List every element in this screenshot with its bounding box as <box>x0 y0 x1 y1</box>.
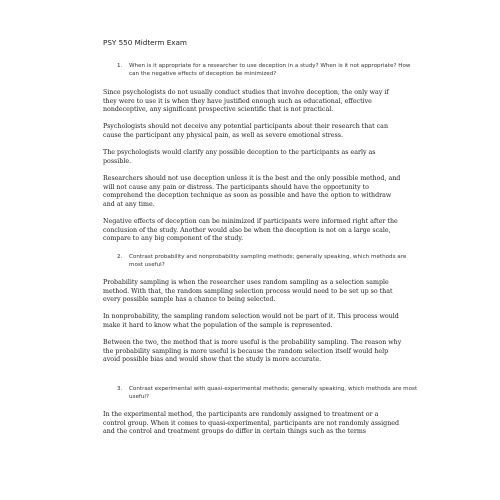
answer-paragraph: Psychologists should not deceive any potential participants about their research that can cause the participant any physical pain, as well as severe emotional stress. <box>103 123 388 139</box>
answer-paragraph: Researchers should not use deception unless it is the best and the only possible method, and will not cause any pain or distress. The participants should have the opportunity to comprehend the deception technique as soon as possible and have the option to withdraw and at any time. <box>103 175 401 208</box>
answer-paragraph: In the experimental method, the participants are randomly assigned to treatment or a control group. When it comes to quasi-experimental, participants are not randomly assigned and the control and treatment groups do differ in certain things such as the terms <box>103 411 400 436</box>
document-title: PSY 550 Midterm Exam <box>103 38 187 47</box>
question-number: 1. <box>117 63 123 69</box>
question-1 <box>103 62 423 78</box>
answer-paragraph: Negative effects of deception can be minimized if participants were informed right after the conclusion of the study. Another would also be when the deception is not on a large scale, compare to any big component of the study. <box>103 218 398 243</box>
answer-paragraph: The psychologists would clarify any possible deception to the participants as early as possible. <box>103 149 376 165</box>
question-number: 3. <box>117 386 123 392</box>
answer-paragraph: Between the two, the method that is more useful is the probability sampling. The reason why the probability sampling is more useful is because the random selection itself would help avoid possible bias and would show that the study is more accurate. <box>103 339 402 364</box>
question-2 <box>103 253 423 269</box>
answer-paragraph: Probability sampling is when the researcher uses random sampling as a selection sample method. With that, the random sampling selection process would need to be set up so that every possible sample has a chance to being selected. <box>103 279 393 304</box>
answer-paragraph: Since psychologists do not usually conduct studies that involve deception, the only way if they were to use it is when they have justified enough such as educational, effective nondeceptive, any significant prospective scientific that is not practical. <box>103 89 389 114</box>
question-text: Contrast probability and nonprobability sampling methods; generally speaking, which methods are most useful? <box>129 254 407 268</box>
answer-paragraph: In nonprobability, the sampling random selection would not be part of it. This process would make it hard to know what the population of the sample is represented. <box>103 313 399 329</box>
question-number: 2. <box>117 254 123 260</box>
question-text: Contrast experimental with quasi-experimental methods; generally speaking, which methods are most useful? <box>129 386 418 400</box>
question-text: When is it appropriate for a researcher to use deception in a study? When is it not appropriate? How can the negative effects of deception be minimized? <box>129 63 411 77</box>
question-3 <box>103 385 423 401</box>
